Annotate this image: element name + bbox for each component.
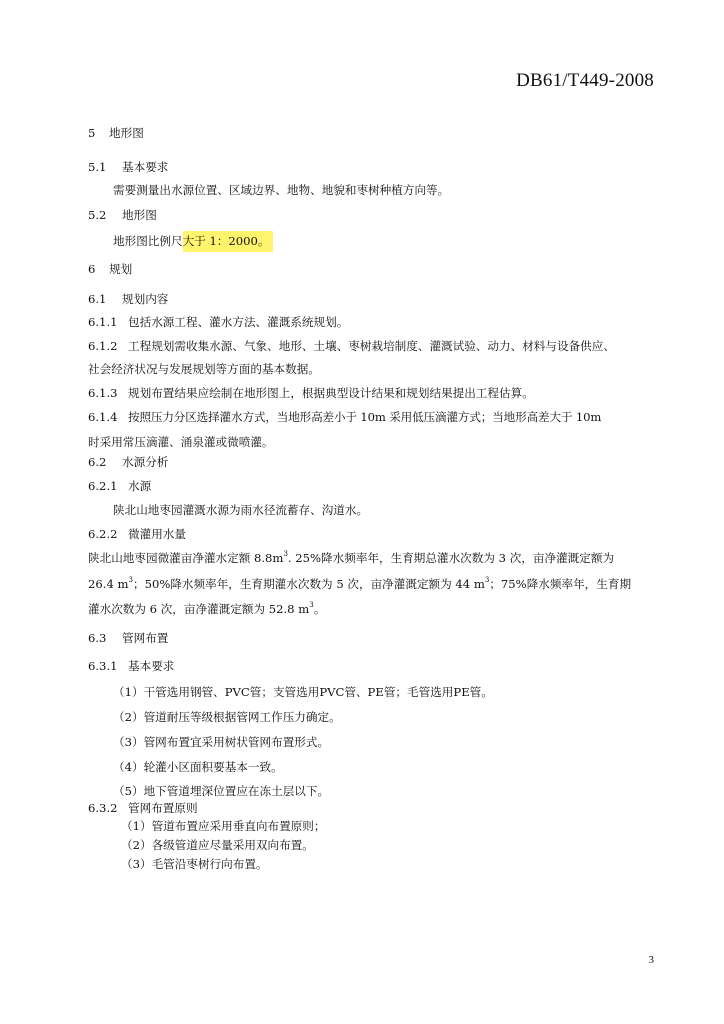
clause-title: 基本要求 — [128, 659, 175, 673]
clause-heading — [88, 526, 186, 542]
section-heading — [88, 454, 168, 470]
paragraph-line — [88, 550, 614, 566]
paragraph-text: 地形图比例尺 — [113, 234, 183, 248]
section-heading — [88, 630, 168, 646]
superscript: 3 — [484, 576, 490, 584]
paragraph-text: 26.4 m — [88, 577, 129, 591]
standard-code: DB61/T449-2008 — [516, 70, 654, 91]
paragraph-text: ；75%降水频率年，生育期 — [489, 577, 632, 591]
section-number: 5 — [88, 126, 96, 140]
section-title: 管网布置 — [122, 631, 169, 645]
section-heading — [88, 159, 168, 175]
section-heading — [88, 125, 144, 141]
list-item: （2）各级管道应尽量采用双向布置。 — [121, 838, 314, 852]
paragraph-text: 灌水次数为 6 次，亩净灌溉定额为 52.8 m — [88, 602, 310, 616]
list-item: （4）轮灌小区面积要基本一致。 — [113, 760, 283, 774]
clause — [88, 409, 601, 425]
clause-title: 管网布置原则 — [128, 801, 198, 815]
clause-number: 6.3.2 — [88, 801, 118, 815]
clause-number: 6.1.1 — [88, 315, 118, 329]
clause-heading — [88, 478, 151, 494]
list-item: （5）地下管道埋深位置应在冻土层以下。 — [113, 784, 330, 798]
clause-text: 按照压力分区选择灌水方式，当地形高差小于 10m 采用低压滴灌方式；当地形高差大于 10m — [128, 410, 602, 424]
clause — [88, 314, 348, 330]
clause-number: 6.2.2 — [88, 527, 118, 541]
clause-title: 微灌用水量 — [128, 527, 186, 541]
section-number: 6.1 — [88, 292, 107, 306]
clause-heading — [88, 658, 174, 674]
section-number: 5.2 — [88, 208, 107, 222]
page-number: 3 — [648, 954, 654, 966]
paragraph-text: 陕北山地枣园微灌亩净灌水定额 8.8m — [88, 551, 284, 565]
clause-title: 水源 — [128, 479, 152, 493]
section-heading — [88, 207, 157, 223]
superscript: 3 — [283, 550, 288, 558]
list-item: （2）管道耐压等级根据管网工作压力确定。 — [113, 710, 341, 724]
clause-text: 包括水源工程、灌水方法、灌溉系统规划。 — [128, 315, 349, 329]
clause-text: 工程规划需收集水源、气象、地形、土壤、枣树栽培制度、灌溉试验、动力、材料与设备供应、 — [128, 339, 615, 353]
paragraph-line — [88, 601, 325, 617]
section-title: 地形图 — [109, 126, 144, 140]
section-number: 6.2 — [88, 455, 107, 469]
paragraph: 陕北山地枣园灌溉水源为雨水径流蓄存、沟道水。 — [113, 503, 369, 517]
paragraph — [113, 233, 273, 249]
clause-number: 6.1.4 — [88, 410, 118, 424]
section-title: 规划 — [109, 262, 133, 276]
paragraph-line — [88, 576, 631, 592]
section-title: 规划内容 — [122, 292, 169, 306]
clause-continuation: 社会经济状况与发展规划等方面的基本数据。 — [88, 362, 320, 376]
list-item: （1）干管选用钢管、PVC管；支管选用PVC管、PE管；毛管选用PE管。 — [113, 685, 493, 699]
section-number: 6 — [88, 262, 96, 276]
clause-text: 规划布置结果应绘制在地形图上，根据典型设计结果和规划结果提出工程估算。 — [128, 386, 534, 400]
clause-number: 6.2.1 — [88, 479, 118, 493]
superscript: 3 — [128, 576, 133, 584]
list-item: （3）管网布置宜采用树状管网布置形式。 — [113, 735, 330, 749]
clause-number: 6.1.3 — [88, 386, 118, 400]
clause-number: 6.1.2 — [88, 339, 118, 353]
section-heading — [88, 291, 168, 307]
paragraph-text: 。 — [313, 602, 326, 616]
clause-number: 6.3.1 — [88, 659, 118, 673]
clause — [88, 385, 534, 401]
paragraph-text: ；50%降水频率年，生育期灌水次数为 5 次，亩净灌溉定额为 44 m — [132, 577, 485, 591]
clause — [88, 338, 615, 354]
section-title: 基本要求 — [122, 160, 169, 174]
paragraph: 需要测量出水源位置、区域边界、地物、地貌和枣树种植方向等。 — [113, 183, 450, 197]
paragraph-text: . 25%降水频率年，生育期总灌水次数为 3 次，亩净灌溉定额为 — [287, 551, 615, 565]
section-number: 6.3 — [88, 631, 107, 645]
section-number: 5.1 — [88, 160, 107, 174]
list-item: （3）毛管沿枣树行向布置。 — [121, 857, 268, 871]
section-heading — [88, 261, 132, 277]
section-title: 地形图 — [122, 208, 157, 222]
list-item: （1）管道布置应采用垂直向布置原则； — [121, 819, 326, 833]
superscript: 3 — [309, 601, 314, 609]
section-title: 水源分析 — [122, 455, 169, 469]
clause-continuation: 时采用常压滴灌、涌泉灌或微喷灌。 — [88, 435, 274, 449]
clause-heading — [88, 800, 198, 816]
highlighted-text: 大于 1：2000。 — [183, 231, 273, 252]
